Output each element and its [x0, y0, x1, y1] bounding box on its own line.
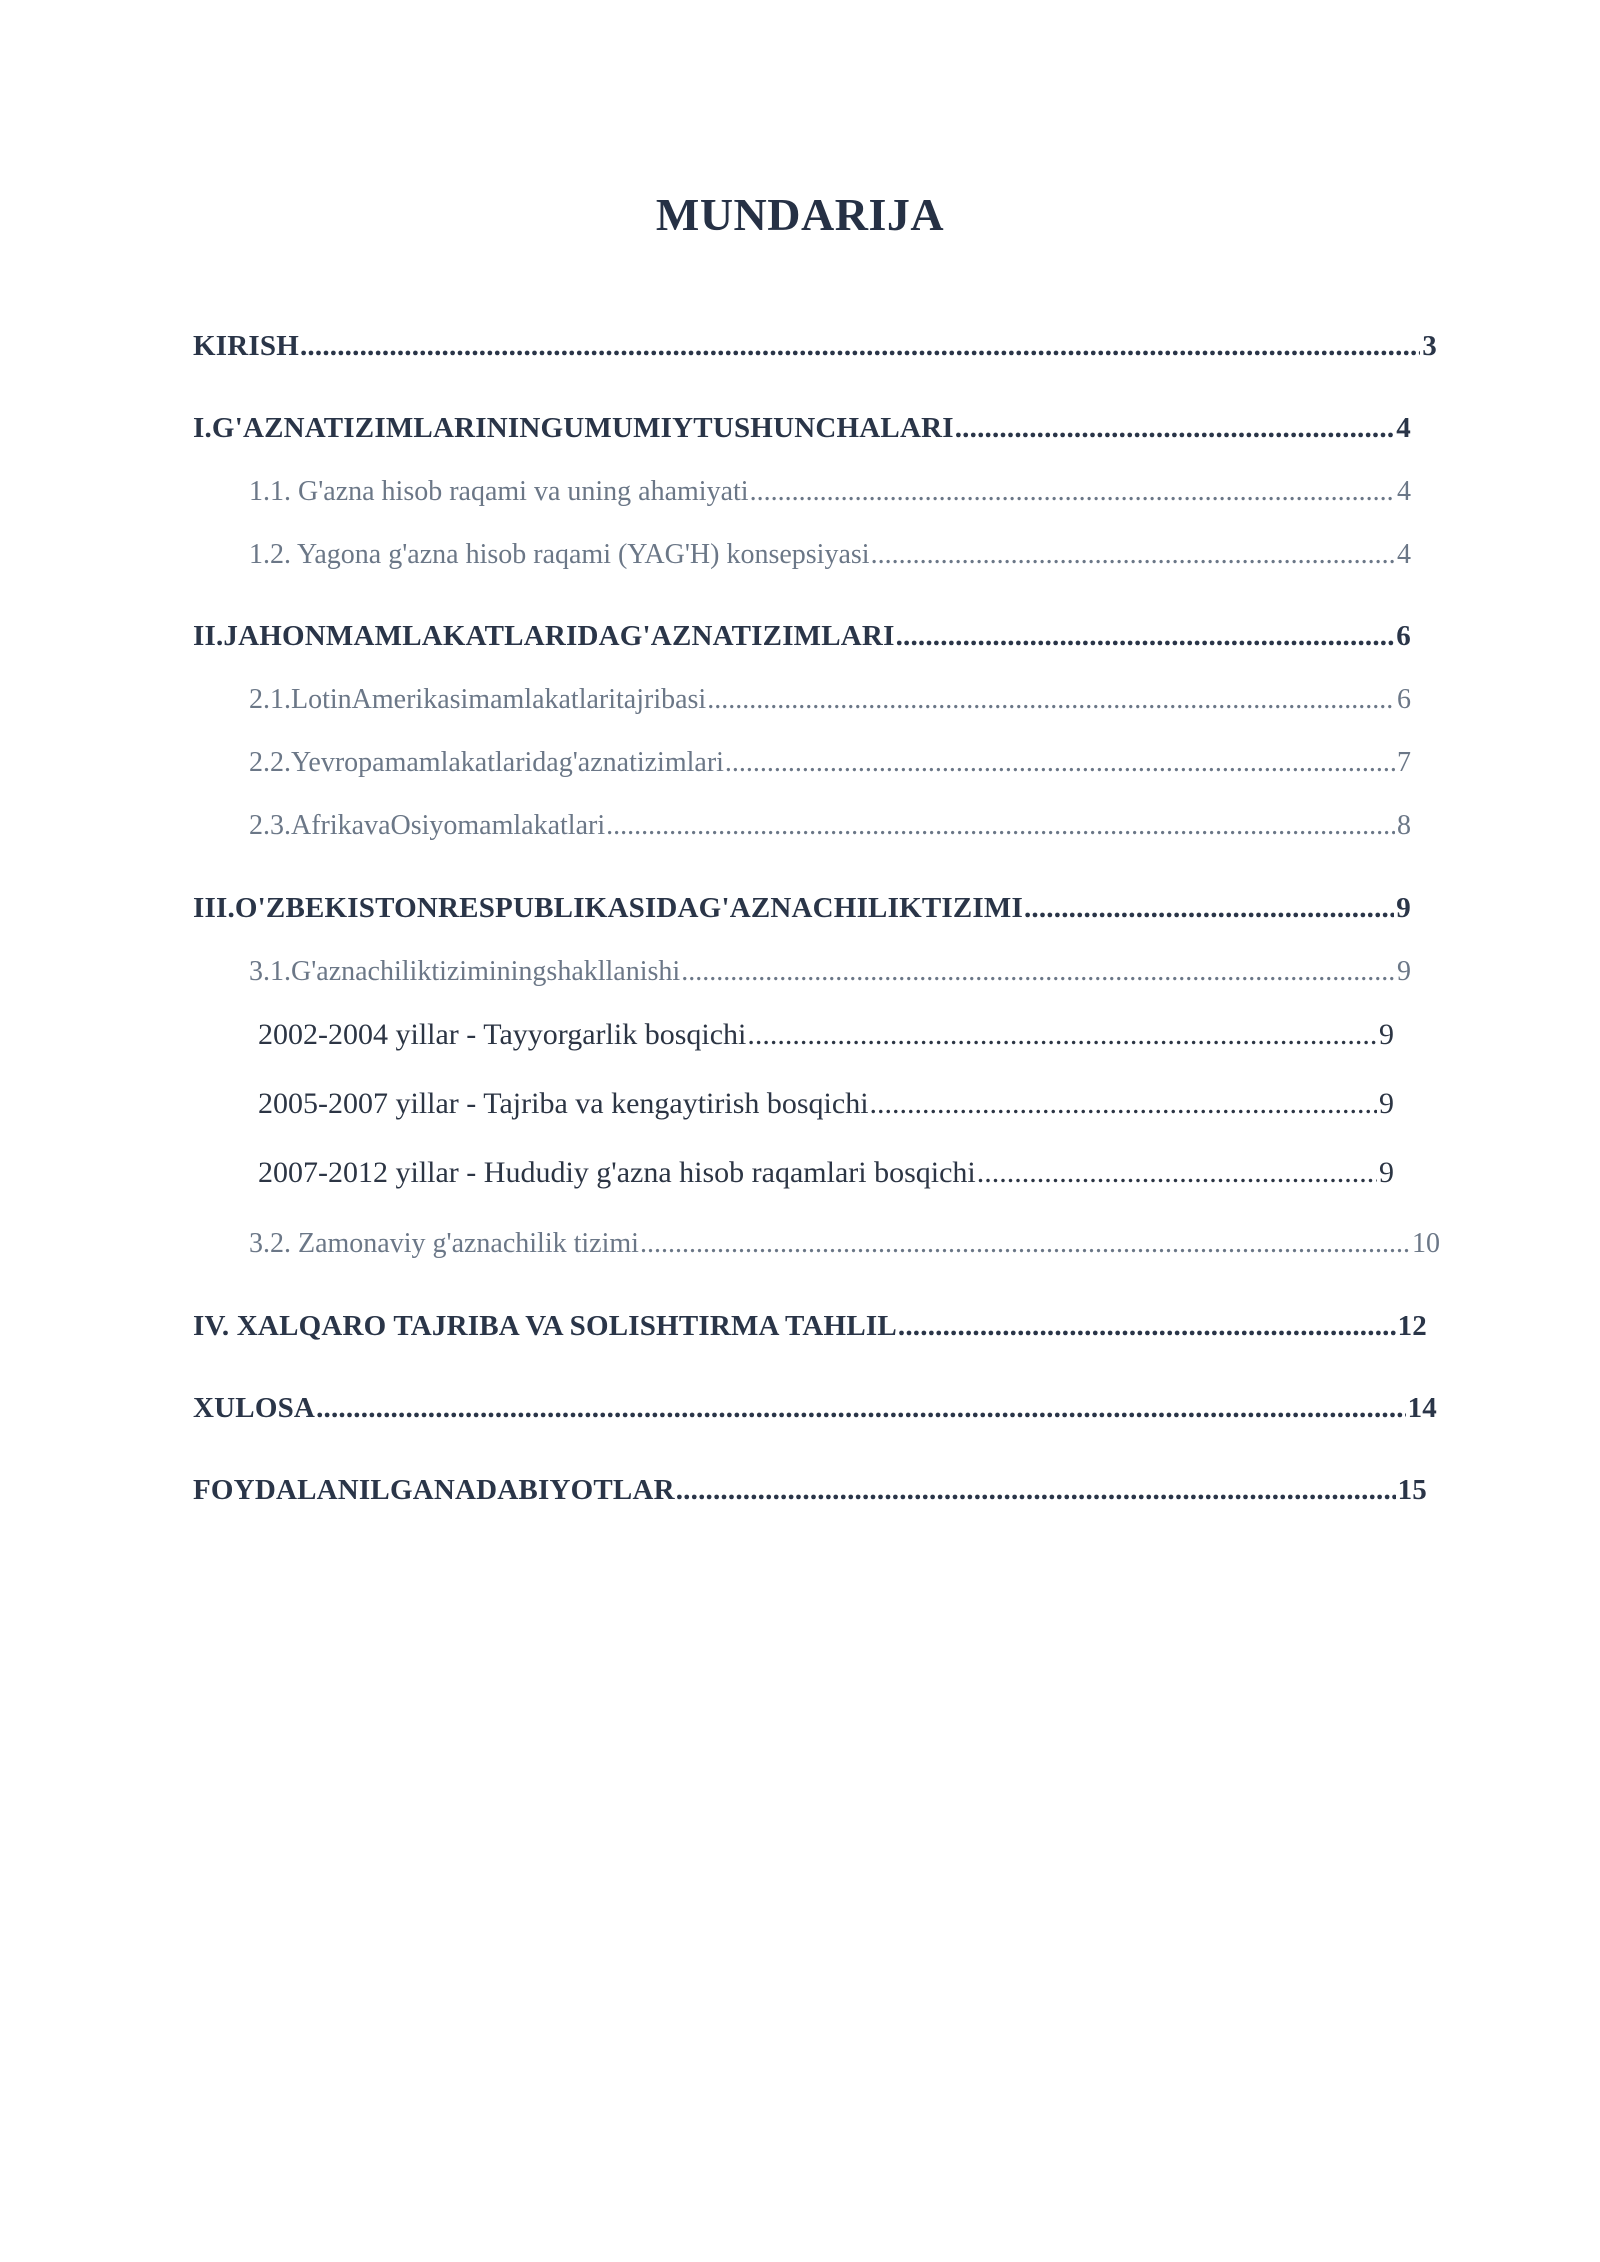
toc-dot-leader — [681, 956, 1395, 988]
toc-page-number: 9 — [1379, 1156, 1394, 1189]
toc-dot-leader — [977, 1156, 1377, 1190]
toc-entry-section-2-1[interactable] — [249, 684, 1411, 716]
toc-entry-references[interactable] — [193, 1474, 1427, 1507]
toc-entry-label: I.G'AZNATIZIMLARININGUMUMIYTUSHUNCHALARI — [193, 412, 954, 444]
toc-page-number: 4 — [1397, 539, 1411, 570]
toc-entry-label: KIRISH — [193, 330, 299, 362]
toc-entry-label: FOYDALANILGANADABIYOTLAR — [193, 1474, 675, 1506]
toc-entry-label: 3.2. Zamonaviy g'aznachilik tizimi — [249, 1228, 639, 1259]
toc-entry-label: 1.2. Yagona g'azna hisob raqami (YAG'H) konsepsiyasi — [249, 539, 870, 570]
toc-entry-section-2-2[interactable] — [249, 747, 1411, 779]
toc-dot-leader — [898, 1310, 1396, 1343]
toc-dot-leader — [725, 747, 1395, 779]
toc-entry-stage-2005-2007[interactable] — [258, 1087, 1394, 1121]
toc-entry-label: II.JAHONMAMLAKATLARIDAG'AZNATIZIMLARI — [193, 620, 895, 652]
toc-entry-label: III.O'ZBEKISTONRESPUBLIKASIDAG'AZNACHILIKTIZIMI — [193, 892, 1023, 924]
toc-entry-label: 2005-2007 yillar - Tajriba va kengaytirish bosqichi — [258, 1087, 869, 1120]
toc-dot-leader — [955, 412, 1395, 445]
toc-entry-label: 2.2.Yevropamamlakatlaridag'aznatizimlari — [249, 747, 724, 778]
toc-entry-section-2-3[interactable] — [249, 810, 1411, 842]
toc-entry-label: 3.1.G'aznachiliktiziminingshakllanishi — [249, 956, 681, 987]
toc-entry-section-1-1[interactable] — [249, 476, 1411, 508]
toc-entry-chapter-4[interactable] — [193, 1310, 1427, 1343]
toc-entry-xulosa[interactable] — [193, 1392, 1437, 1425]
toc-entry-chapter-1[interactable] — [193, 412, 1411, 445]
toc-page-number: 12 — [1397, 1310, 1427, 1342]
toc-entry-label: IV. XALQARO TAJRIBA VA SOLISHTIRMA TAHLIL — [193, 1310, 897, 1342]
toc-entry-section-3-2[interactable] — [249, 1228, 1440, 1260]
toc-page-number: 4 — [1396, 412, 1411, 444]
toc-entry-chapter-2[interactable] — [193, 620, 1411, 653]
toc-dot-leader — [870, 1087, 1377, 1121]
toc-entry-label: XULOSA — [193, 1392, 316, 1424]
toc-dot-leader — [300, 330, 1420, 363]
toc-page-number: 14 — [1407, 1392, 1437, 1424]
page-title: MUNDARIJA — [655, 189, 945, 240]
toc-entry-label: 1.1. G'azna hisob raqami va uning ahamiyati — [249, 476, 749, 507]
toc-dot-leader — [1024, 892, 1394, 925]
toc-entry-stage-2002-2004[interactable] — [258, 1018, 1394, 1052]
toc-entry-chapter-3[interactable] — [193, 892, 1411, 925]
toc-page-number: 9 — [1396, 892, 1411, 924]
toc-page-number: 9 — [1379, 1018, 1394, 1051]
toc-dot-leader — [871, 539, 1395, 571]
toc-dot-leader — [316, 1392, 1406, 1425]
toc-page-number: 6 — [1397, 684, 1411, 715]
toc-dot-leader — [640, 1228, 1410, 1260]
toc-page-number: 8 — [1397, 810, 1411, 841]
toc-dot-leader — [707, 684, 1395, 716]
toc-page-number: 9 — [1379, 1087, 1394, 1120]
toc-entry-section-3-1[interactable] — [249, 956, 1411, 988]
toc-entry-section-1-2[interactable] — [249, 539, 1411, 571]
toc-entry-stage-2007-2012[interactable] — [258, 1156, 1394, 1190]
toc-dot-leader — [676, 1474, 1396, 1507]
toc-page-number: 9 — [1397, 956, 1411, 987]
toc-page-number: 7 — [1397, 747, 1411, 778]
toc-entry-label: 2002-2004 yillar - Tayyorgarlik bosqichi — [258, 1018, 747, 1051]
toc-dot-leader — [896, 620, 1395, 653]
toc-entry-label: 2.1.LotinAmerikasimamlakatlaritajribasi — [249, 684, 707, 715]
toc-entry-label: 2007-2012 yillar - Hududiy g'azna hisob raqamlari bosqichi — [258, 1156, 976, 1189]
toc-page-number: 15 — [1397, 1474, 1427, 1506]
toc-entry-label: 2.3.AfrikavaOsiyomamlakatlari — [249, 810, 606, 841]
toc-page-number: 3 — [1422, 330, 1437, 362]
toc-page-number: 6 — [1396, 620, 1411, 652]
toc-dot-leader — [606, 810, 1395, 842]
toc-entry-kirish[interactable] — [193, 330, 1437, 363]
toc-page-number: 4 — [1397, 476, 1411, 507]
toc-dot-leader — [747, 1018, 1377, 1052]
toc-dot-leader — [750, 476, 1395, 508]
toc-page-number: 10 — [1412, 1228, 1440, 1259]
